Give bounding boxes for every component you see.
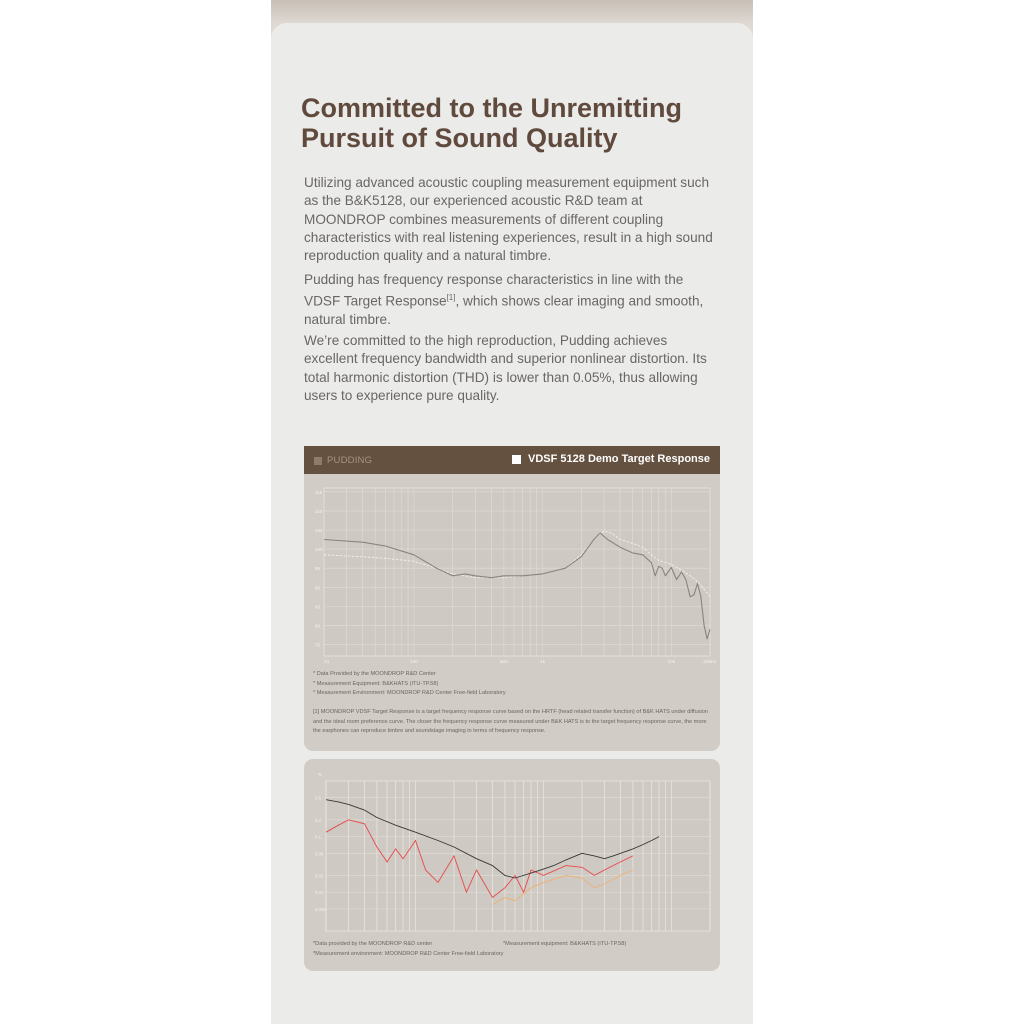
plot-area: [324, 488, 710, 656]
thd-paragraph: We’re committed to the high reproduction, Pudding achieves excellent frequency bandwidth and superior nonlinear distortion. Its total harmonic distortion (THD) is lower than 0.05%, thus allowing users to experience pure quality.: [304, 333, 707, 403]
x-tick-label: 500: [499, 660, 508, 665]
page-title: Committed to the Unremitting Pursuit of Sound Quality: [301, 93, 682, 153]
note-data-source: * Data Provided by the MOONDROP R&D Center: [313, 671, 436, 677]
y-tick-label: 0.1: [315, 834, 321, 840]
note-equipment: * Measurement Equipment: B&KHATS (ITU-TP.58): [313, 680, 439, 687]
y-tick-label: 75: [315, 642, 321, 648]
y-tick-label: 110: [315, 508, 323, 514]
y-tick-label: 0.05: [315, 851, 324, 857]
y-tick-label: 85: [315, 604, 321, 610]
y-tick-label: 105: [315, 528, 323, 533]
thd-panel: [304, 759, 720, 971]
y-tick-label: 0.5: [315, 795, 321, 801]
thd-note-environment: *Measurement environment: MOONDROP R&D Center Free-field Laboratory: [313, 951, 504, 957]
y-unit-label: %: [318, 772, 323, 777]
x-tick-label: 10k: [667, 660, 676, 665]
legend-bar: [304, 446, 720, 474]
x-tick-label: 100: [409, 660, 418, 665]
intro-paragraph: Utilizing advanced acoustic coupling measurement equipment such as the B&K5128, our experienced acoustic R&D team at MOONDROP combines measurements of different coupling characteristics with real listening experiences, result in a high sound reproduction quality and a natural timbre.: [304, 175, 713, 264]
footnote-ref: [1]: [446, 293, 456, 303]
thd-note-equipment: *Measurement equipment: B&KHATS (ITU-TP.58): [503, 941, 627, 947]
y-tick-label: 0.005: [315, 906, 326, 912]
y-tick-label: 0.2: [315, 817, 321, 823]
y-tick-label: 80: [315, 623, 321, 629]
x-tick-label: 1k: [540, 660, 546, 665]
legend-product: PUDDING: [314, 455, 372, 466]
product-swatch: [314, 457, 322, 465]
y-tick-label: 115: [315, 489, 323, 495]
vdsf-footnote: [1] MOONDROP VDSF Target Response is a target frequency response curve based on the HRTF (head related transfer function) of B&K HATS under diffusion and the ideal room preference curve. The closer the frequency response curve measured under B&K HATS is to the target frequency response curve, the more the earphones can reproduce timbre and soundstage imaging in terms of frequency response.: [313, 709, 708, 735]
y-tick-label: 0.02: [315, 873, 324, 879]
y-tick-label: 90: [315, 585, 321, 591]
y-tick-label: 100: [315, 547, 323, 553]
x-tick-label: 20kHz: [703, 660, 717, 665]
measurement-notes: [313, 670, 506, 699]
thd-chart: [312, 767, 712, 937]
x-tick-label: 21: [324, 660, 330, 665]
frequency-response-panel: [304, 446, 720, 751]
target-swatch: [512, 455, 521, 464]
y-tick-label: 95: [315, 566, 321, 572]
y-tick-label: 0.01: [315, 890, 324, 896]
frequency-response-chart: [312, 480, 717, 666]
thd-note-source: *Data provided by the MOONDROP R&D center: [313, 941, 433, 947]
thd-notes: [313, 939, 627, 959]
vdsf-paragraph: Pudding has frequency response characteristics in line with the VDSF Target Response[1], which shows clear imaging and smooth, natural timbre.: [304, 272, 704, 328]
note-environment: * Measurement Environment: MOONDROP R&D Center Free-field Laboratory: [313, 690, 506, 696]
legend-target: VDSF 5128 Demo Target Response: [512, 453, 710, 465]
